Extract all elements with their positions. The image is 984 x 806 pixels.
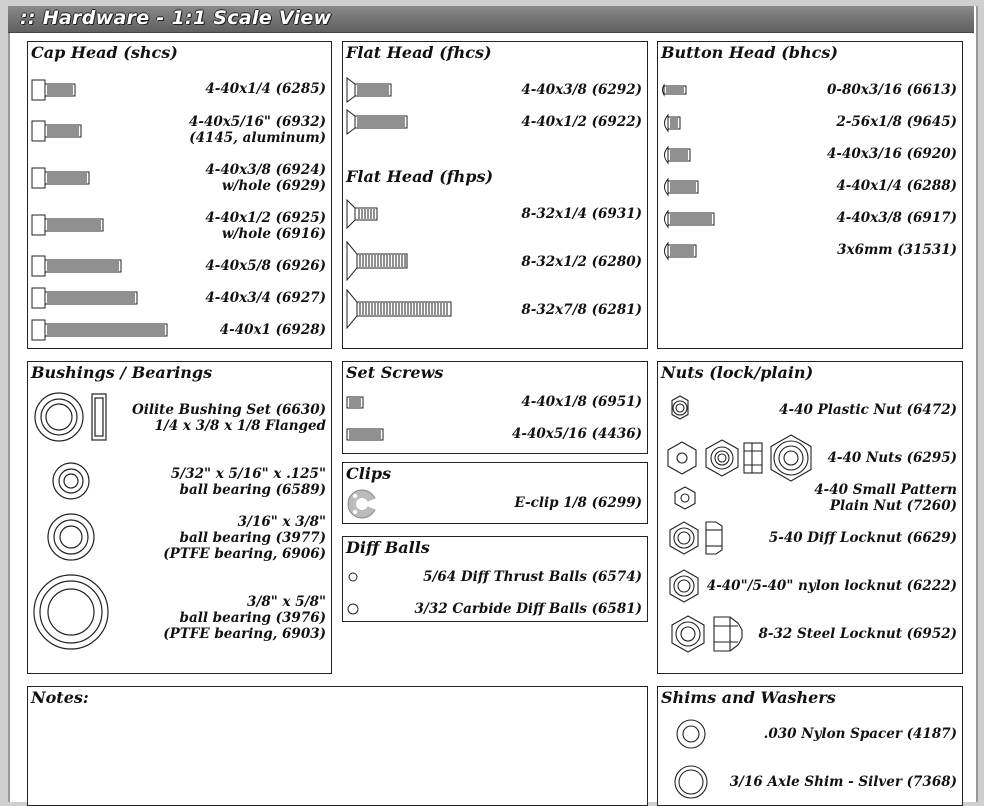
- cap-head-label-7: 4-40x1 (6928): [219, 322, 326, 338]
- cap-head-label-6: 4-40x3/4 (6927): [205, 290, 326, 306]
- bhcs-label-1: 0-80x3/16 (6613): [827, 82, 957, 98]
- diff-balls-drawing: [343, 537, 383, 623]
- nut-label-2: 4-40 Nuts (6295): [827, 450, 957, 466]
- set-screws-drawing: [343, 362, 643, 452]
- panel-title: Button Head (bhcs): [661, 43, 838, 62]
- fhps-label-3: 8-32x7/8 (6281): [521, 302, 642, 318]
- fhps-label-1: 8-32x1/4 (6931): [521, 206, 642, 222]
- panel-title: Diff Balls: [346, 538, 430, 557]
- panel-title-fhcs: Flat Head (fhcs): [346, 43, 492, 62]
- cap-head-screws-drawing: [28, 42, 328, 347]
- diff-ball-label-2: 3/32 Carbide Diff Balls (6581): [414, 601, 642, 617]
- button-head-screws-drawing: [658, 42, 958, 347]
- cap-head-label-2: 4-40x5/16" (6932) (4145, aluminum): [188, 114, 326, 146]
- nut-label-5: 4-40"/5-40" nylon locknut (6222): [706, 578, 957, 594]
- fhps-label-2: 8-32x1/2 (6280): [521, 254, 642, 270]
- panel-title: Nuts (lock/plain): [661, 363, 814, 382]
- bearing-label-2: 3/16" x 3/8" ball bearing (3977) (PTFE bearing, 6906): [163, 514, 326, 562]
- bhcs-label-3: 4-40x3/16 (6920): [827, 146, 957, 162]
- panel-title: Bushings / Bearings: [31, 363, 213, 382]
- e-clip-icon: [345, 487, 379, 521]
- panel-diff-balls: [342, 536, 648, 622]
- cap-head-label-3: 4-40x3/8 (6924) w/hole (6929): [205, 162, 326, 194]
- diff-ball-label-1: 5/64 Diff Thrust Balls (6574): [423, 569, 642, 585]
- title-bar: [8, 6, 974, 33]
- panel-title: Set Screws: [346, 363, 444, 382]
- bhcs-label-6: 3x6mm (31531): [837, 242, 957, 258]
- bushing-label-1: Oilite Bushing Set (6630) 1/4 x 3/8 x 1/8 Flanged: [131, 402, 326, 434]
- nut-label-3: 4-40 Small Pattern Plain Nut (7260): [814, 482, 957, 514]
- panel-set-screws: [342, 361, 648, 454]
- panel-flat-head: [342, 41, 648, 349]
- fhcs-label-1: 4-40x3/8 (6292): [521, 82, 642, 98]
- shim-label-1: .030 Nylon Spacer (4187): [763, 726, 957, 742]
- bhcs-label-2: 2-56x1/8 (9645): [836, 114, 957, 130]
- panel-bushings: [27, 361, 332, 674]
- shim-label-2: 3/16 Axle Shim - Silver (7368): [729, 774, 957, 790]
- cap-head-label-4: 4-40x1/2 (6925) w/hole (6916): [205, 210, 326, 242]
- page-title: :: Hardware - 1:1 Scale View: [20, 7, 332, 29]
- panel-cap-head: [27, 41, 332, 349]
- panel-title: Shims and Washers: [661, 688, 836, 707]
- cap-head-label-5: 4-40x5/8 (6926): [205, 258, 326, 274]
- fhcs-label-2: 4-40x1/2 (6922): [521, 114, 642, 130]
- panel-title: Clips: [346, 464, 392, 483]
- panel-notes: [27, 686, 648, 806]
- nut-label-4: 5-40 Diff Locknut (6629): [768, 530, 957, 546]
- panel-title-fhps: Flat Head (fhps): [346, 167, 494, 186]
- nut-label-6: 8-32 Steel Locknut (6952): [758, 626, 957, 642]
- set-screw-label-1: 4-40x1/8 (6951): [521, 394, 642, 410]
- nut-label-1: 4-40 Plastic Nut (6472): [779, 402, 957, 418]
- bushings-bearings-drawing: [28, 362, 328, 672]
- cap-head-label-1: 4-40x1/4 (6285): [205, 81, 326, 97]
- panel-title: Notes:: [31, 688, 89, 707]
- nuts-drawing: [658, 362, 958, 672]
- panel-nuts: [657, 361, 963, 674]
- bhcs-label-5: 4-40x3/8 (6917): [836, 210, 957, 226]
- flat-head-screws-drawing: [343, 42, 643, 347]
- set-screw-label-2: 4-40x5/16 (4436): [512, 426, 642, 442]
- panel-button-head: [657, 41, 963, 349]
- bearing-label-1: 5/32" x 5/16" x .125" ball bearing (6589): [170, 466, 326, 498]
- panel-shims: [657, 686, 963, 806]
- clip-label-1: E-clip 1/8 (6299): [514, 495, 642, 511]
- shims-drawing: [658, 687, 718, 803]
- bearing-label-3: 3/8" x 5/8" ball bearing (3976) (PTFE bearing, 6903): [163, 594, 326, 642]
- panel-clips: [342, 462, 648, 524]
- panel-title: Cap Head (shcs): [31, 43, 178, 62]
- bhcs-label-4: 4-40x1/4 (6288): [836, 178, 957, 194]
